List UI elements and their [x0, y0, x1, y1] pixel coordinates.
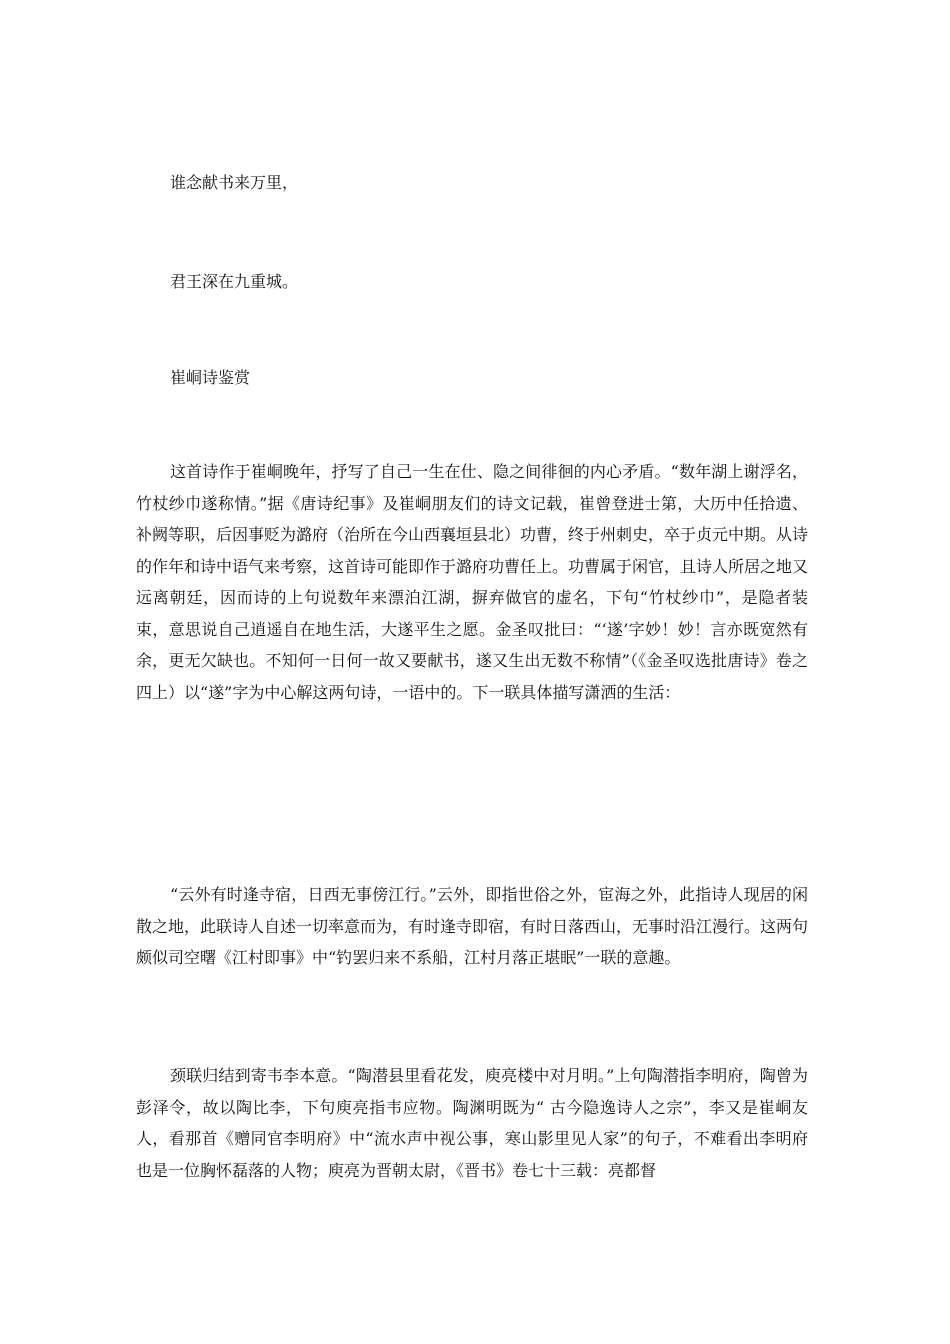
paragraph-2: “云外有时逢寺宿，日西无事傍江行。”云外，即指世俗之外，宦海之外，此指诗人现居的闲散之地，此联诗人自述一切率意而为，有时逢寺即宿，有时日落西山，无事时沿江漫行。这两句颇似司空曙《江村即事》中“钓罢归来不系船，江村月落正堪眠”一联的意趣。 [136, 885, 809, 967]
section-title: 崔峒诗鉴赏 [170, 368, 251, 387]
paragraph-1: 这首诗作于崔峒晚年，抒写了自己一生在仕、隐之间徘徊的内心矛盾。“数年湖上谢浮名，竹杖纱巾遂称情。”据《唐诗纪事》及崔峒朋友们的诗文记载，崔曾登进士第，大历中任拾遗、补阙等职，后因事贬为潞府（治所在今山西襄垣县北）功曹，终于州刺史，卒于贞元中期。从诗的作年和诗中语气来考察，这首诗可能即作于潞府功曹任上。功曹属于闲官，且诗人所居之地又远离朝廷，因而诗的上句说数年来漂泊江湖，摒弃做官的虚名，下句“竹杖纱巾”，是隐者装束，意思说自己逍遥自在地生活，大遂平生之愿。金圣叹批曰：“‘遂’字妙！妙！言亦既宽然有余，更无欠缺也。不知何一日何一故又要献书，遂又生出无数不称情”（《金圣叹选批唐诗》卷之四上）以“遂”字为中心解这两句诗，一语中的。下一联具体描写潇洒的生活： [136, 462, 809, 702]
poem-line-1: 谁念献书来万里， [170, 173, 299, 192]
paragraph-3: 颈联归结到寄韦李本意。“陶潜县里看花发，庾亮楼中对月明。”上句陶潜指李明府，陶曾为彭泽令，故以陶比李，下句庾亮指韦应物。陶渊明既为“ 古今隐逸诗人之宗”，李又是崔峒友人，看那首《赠同官李明府》中“流水声中视公事，寒山影里见人家”的句子，不难看出李明府也是一位胸怀磊落的人物；庾亮为晋朝太尉，《晋书》卷七十三载：亮都督 [136, 1066, 808, 1180]
poem-line-2: 君王深在九重城。 [170, 272, 299, 291]
